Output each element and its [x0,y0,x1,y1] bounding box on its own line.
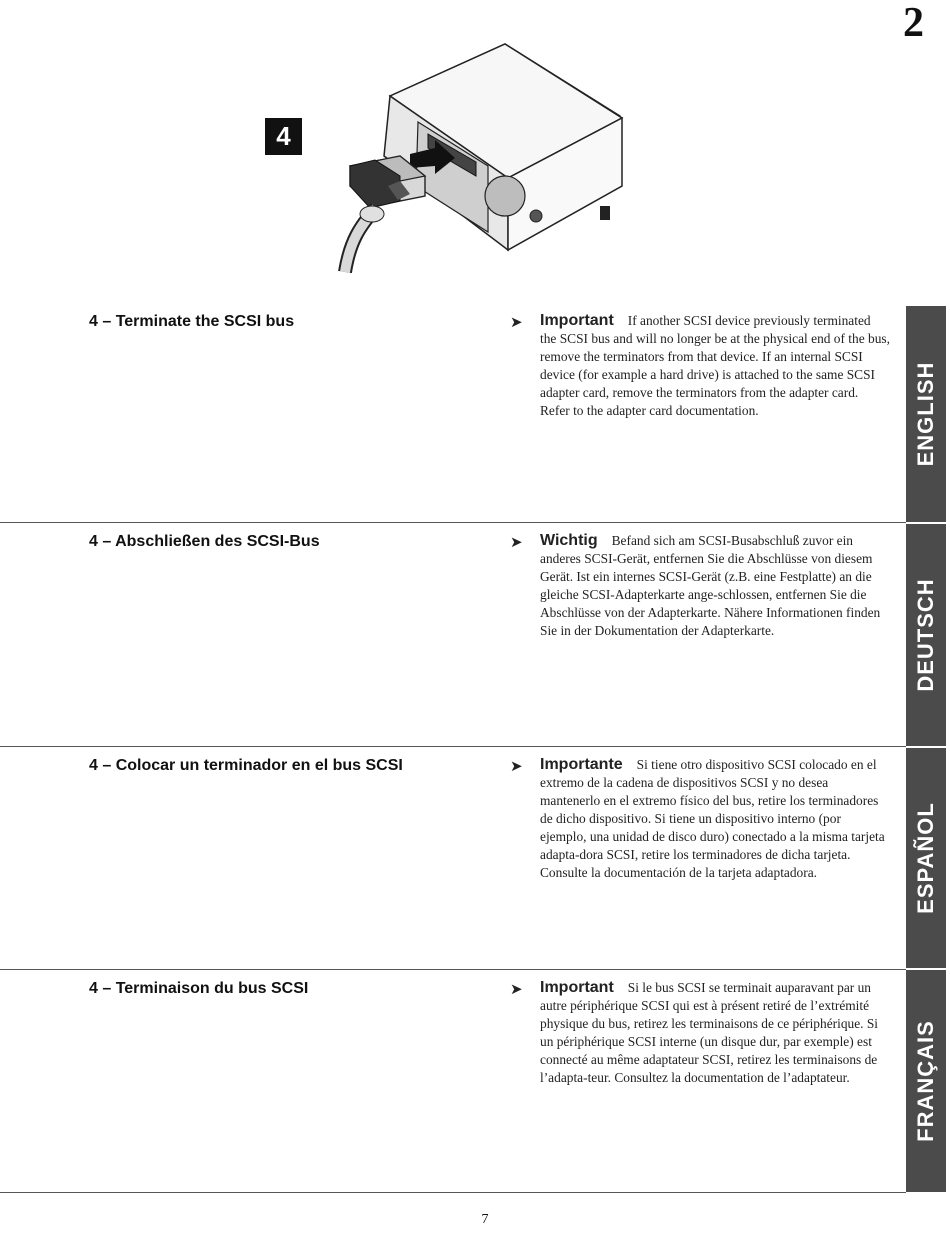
arrow-bullet-icon: ➤ [510,533,523,551]
section-english [0,303,906,521]
scsi-terminator-illustration [250,36,630,276]
arrow-bullet-icon: ➤ [510,980,523,998]
note-text: Si tiene otro dispositivo SCSI colocado en el extremo de la cadena de dispositivos SCSI y no desea mantenerlo en el extremo físico del bus, retire los terminadores de dicho dispositivo. Si tiene un dispositivo interno (por ejemplo, una unidad de disco duro) conectado a la misma tarjeta adapta-dora SCSI, retire los terminadores de dicha tarjeta. Consulte la documentación de la tarjeta adaptadora. [540,757,885,880]
arrow-bullet-icon: ➤ [510,313,523,331]
note-text: Befand sich am SCSI-Busabschluß zuvor ein anderes SCSI-Gerät, entfernen Sie die Abschlüsse von diesem Gerät. Ist ein internes SCSI-Gerät (z.B. eine Festplatte) an die gleiche SCSI-Adapterkarte ange-schlossen, entfernen Sie die Abschlüsse von der Adapterkarte. Nähere Informationen finden Sie in der Dokumentation der Adapterkarte. [540,533,881,638]
note-label: Important [540,312,614,329]
section-francais [0,970,906,1192]
step-number-badge: 4 [265,118,302,155]
language-tab-deutsch: DEUTSCH [906,524,946,746]
important-note [510,312,890,420]
language-tab-english: ENGLISH [906,306,946,522]
language-tab-francais: FRANÇAIS [906,970,946,1192]
section-deutsch [0,523,906,745]
note-label: Important [540,979,614,996]
important-note [510,756,890,882]
section-heading: 4 – Terminate the SCSI bus [89,313,295,330]
page-number: 7 [481,1212,489,1227]
section-divider [0,1192,906,1193]
note-text: If another SCSI device previously terminated the SCSI bus and will no longer be at the physical end of the bus, remove the terminators from that device. If an internal SCSI device (for example a hard drive) is attached to the same SCSI adapter card, remove the terminators from the adapter card. Refer to the adapter card documentation. [540,313,890,418]
chapter-number: 2 [903,0,924,46]
section-espanol [0,747,906,968]
section-heading: 4 – Terminaison du bus SCSI [89,980,309,997]
note-label: Importante [540,756,623,773]
important-note [510,532,890,640]
language-tab-espanol: ESPAÑOL [906,748,946,968]
section-heading: 4 – Abschließen des SCSI-Bus [89,533,320,550]
note-label: Wichtig [540,532,598,549]
arrow-bullet-icon: ➤ [510,757,523,775]
section-heading: 4 – Colocar un terminador en el bus SCSI [89,757,403,774]
important-note [510,979,890,1087]
note-text: Si le bus SCSI se terminait auparavant par un autre périphérique SCSI qui est à présent retiré de l’extrémité physique du bus, retirez les terminaisons de ce périphérique. Si un périphérique SCSI interne (un disque dur, par exemple) est connecté au même adaptateur SCSI, retirez les terminaisons de l’adapta-teur. Consultez la documentation de l’adaptateur. [540,980,879,1085]
